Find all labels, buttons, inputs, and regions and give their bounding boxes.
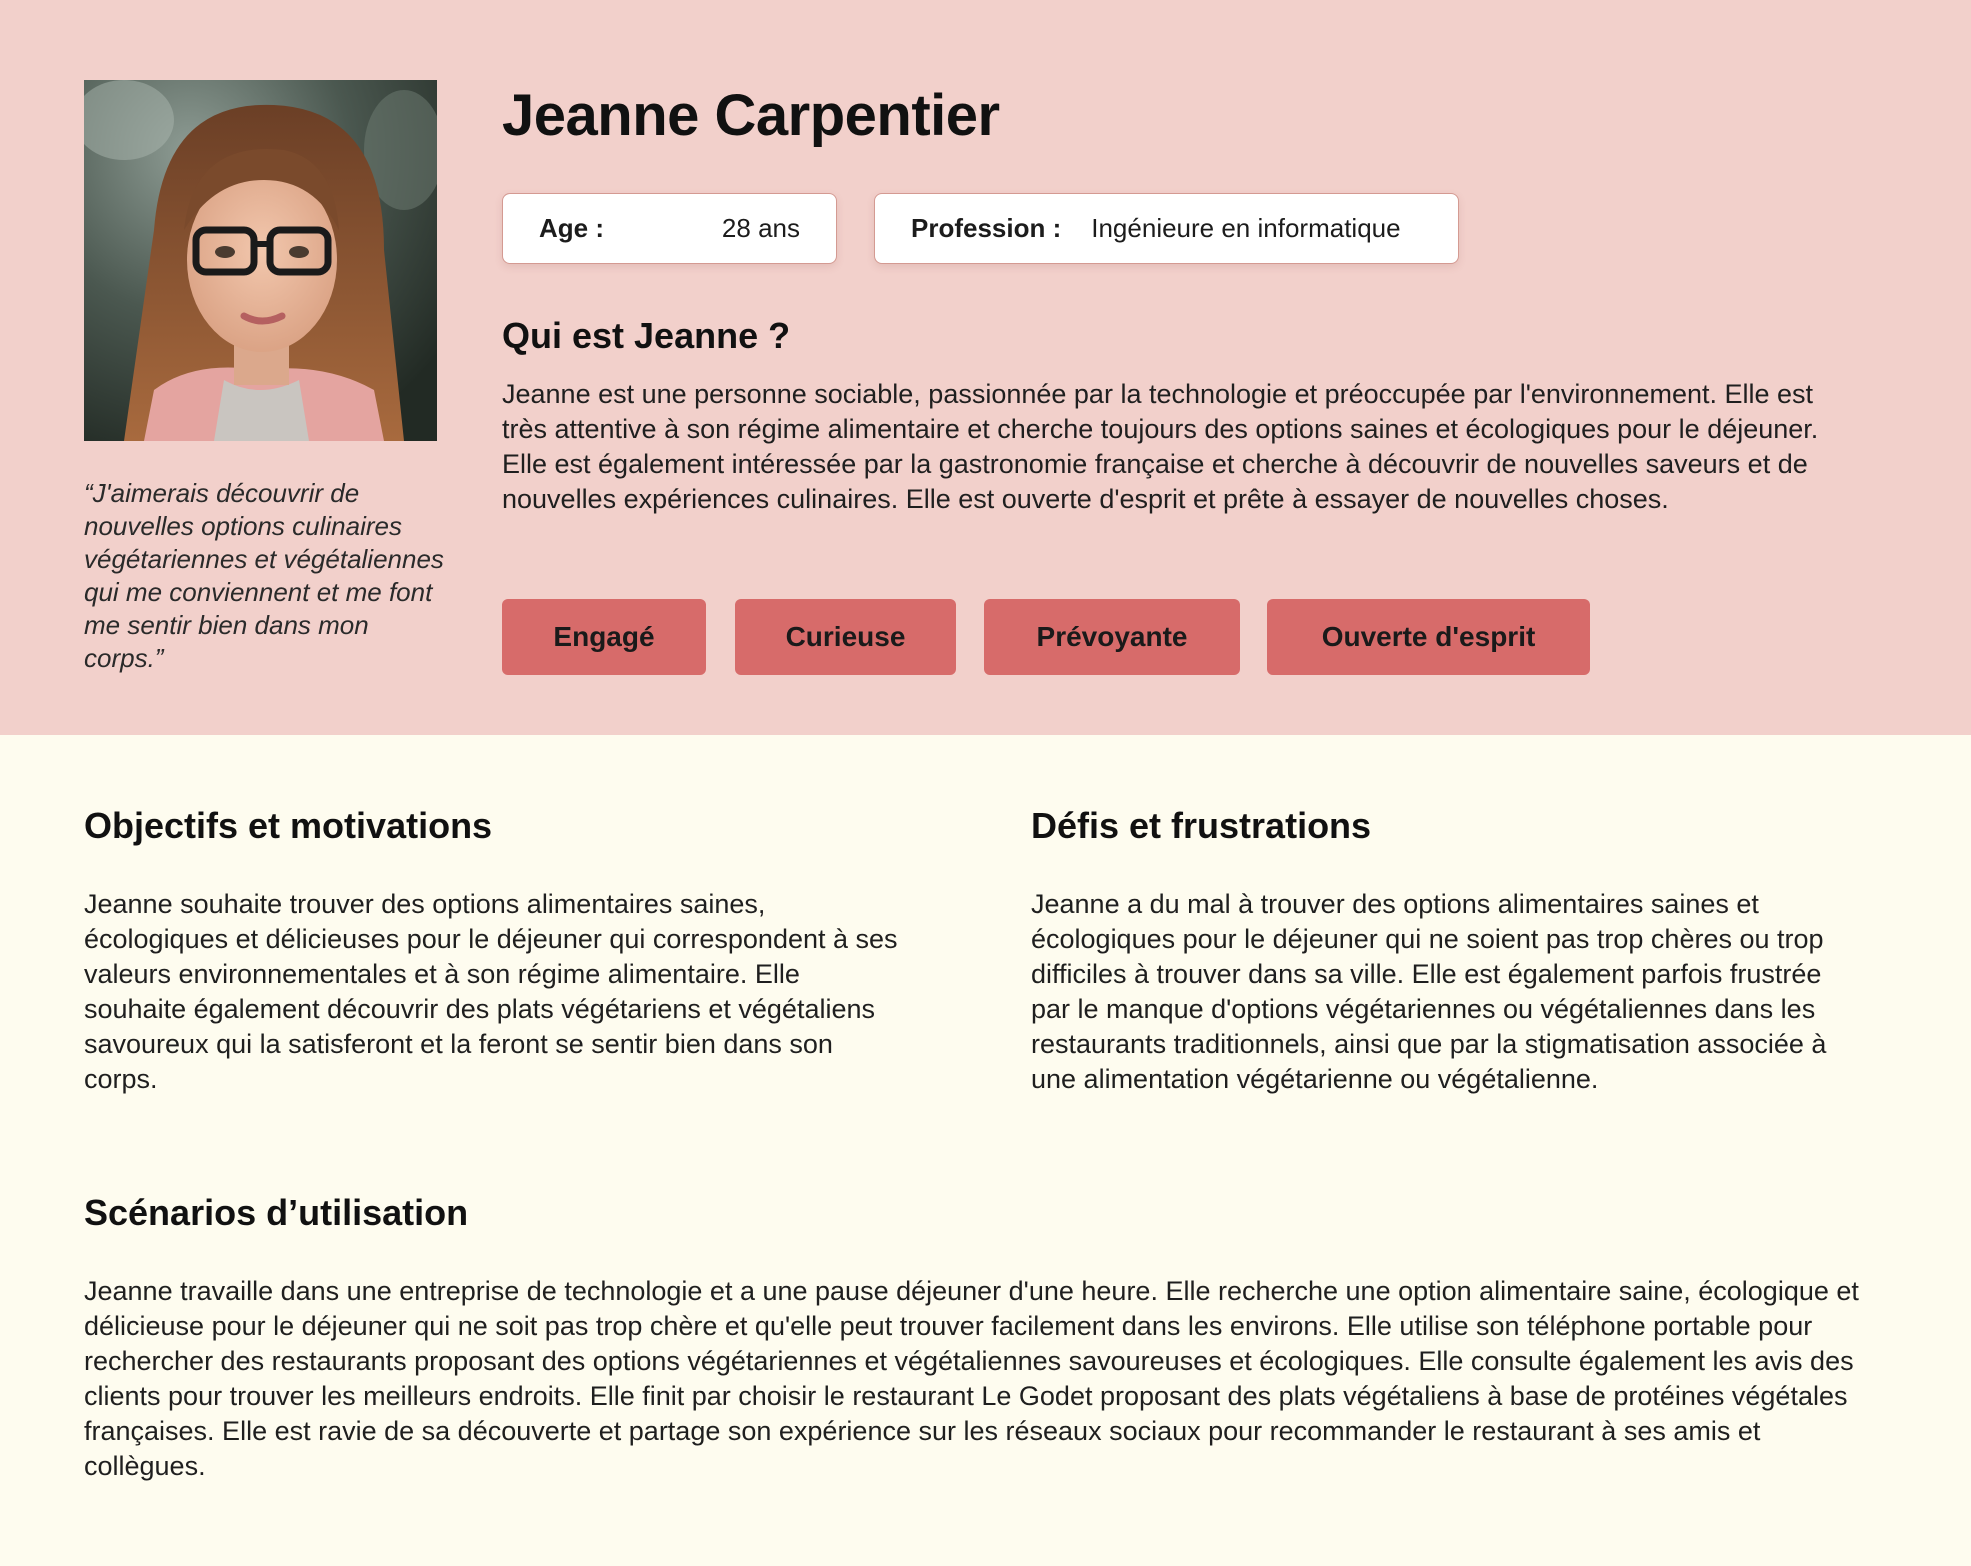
persona-photo <box>84 80 437 441</box>
scenarios-title: Scénarios d’utilisation <box>84 1192 469 1233</box>
goals-title: Objectifs et motivations <box>84 805 493 846</box>
trait-tag-ouverte-d-esprit[interactable]: Ouverte d'esprit <box>1267 599 1590 675</box>
trait-tag-prevoyante[interactable]: Prévoyante <box>984 599 1240 675</box>
who-description: Jeanne est une personne sociable, passionnée par la technologie et préoccupée par l'environnement. Elle est très attentive à son régime alimentaire et cherche toujours des options saines et écologiques pour le déjeuner. Elle est également intéressée par la gastronomie française et cherche à découvrir de nouvelles saveurs et de nouvelles expériences culinaires. Elle est ouverte d'esprit et prête à essayer de nouvelles choses. <box>502 379 1819 514</box>
persona-quote: “J'aimerais découvrir de nouvelles options culinaires végétariennes et végétaliennes qui me conviennent et me font me sentir bien dans mon corps.” <box>84 478 444 673</box>
age-value: 28 ans <box>721 213 800 243</box>
age-label: Age : <box>539 213 604 243</box>
profession-value: Ingénieure en informatique <box>1091 213 1401 243</box>
trait-tag-engage[interactable]: Engagé <box>502 599 706 675</box>
age-card <box>502 193 837 264</box>
profession-label: Profession : <box>911 213 1062 243</box>
goals-text: Jeanne souhaite trouver des options alimentaires saines, écologiques et délicieuses pour le déjeuner qui correspondent à ses valeurs environnementales et à son régime alimentaire. Elle souhaite également découvrir des plats végétariens et végétaliens savoureux qui la satisferont et la feront se sentir bien dans son corps. <box>84 889 898 1094</box>
challenges-title: Défis et frustrations <box>1031 805 1372 846</box>
profession-card <box>874 193 1459 264</box>
challenges-text: Jeanne a du mal à trouver des options alimentaires saines et écologiques pour le déjeuner qui ne soient pas trop chères ou trop difficiles à trouver dans sa ville. Elle est également parfois frustrée par le manque d'options végétariennes ou végétaliennes dans les restaurants traditionnels, ainsi que par la stigmatisation associée à une alimentation végétarienne ou végétalienne. <box>1031 889 1827 1094</box>
trait-tag-curieuse[interactable]: Curieuse <box>735 599 956 675</box>
scenarios-text: Jeanne travaille dans une entreprise de technologie et a une pause déjeuner d'une heure. Elle recherche une option alimentaire saine, écologique et délicieuse pour le déjeuner qui ne soit pas trop chère et qu'elle peut trouver facilement dans les environs. Elle utilise son téléphone portable pour rechercher des restaurants proposant des options végétariennes et végétaliennes savoureuses et écologiques. Elle consulte également les avis des clients pour trouver les meilleurs endroits. Elle finit par choisir le restaurant Le Godet proposant des plats végétaliens à base de protéines végétales françaises. Elle est ravie de sa découverte et partage son expérience sur les réseaux sociaux pour recommander le restaurant à ses amis et collègues. <box>84 1276 1859 1481</box>
persona-name: Jeanne Carpentier <box>502 83 1000 148</box>
who-title: Qui est Jeanne ? <box>502 315 791 356</box>
